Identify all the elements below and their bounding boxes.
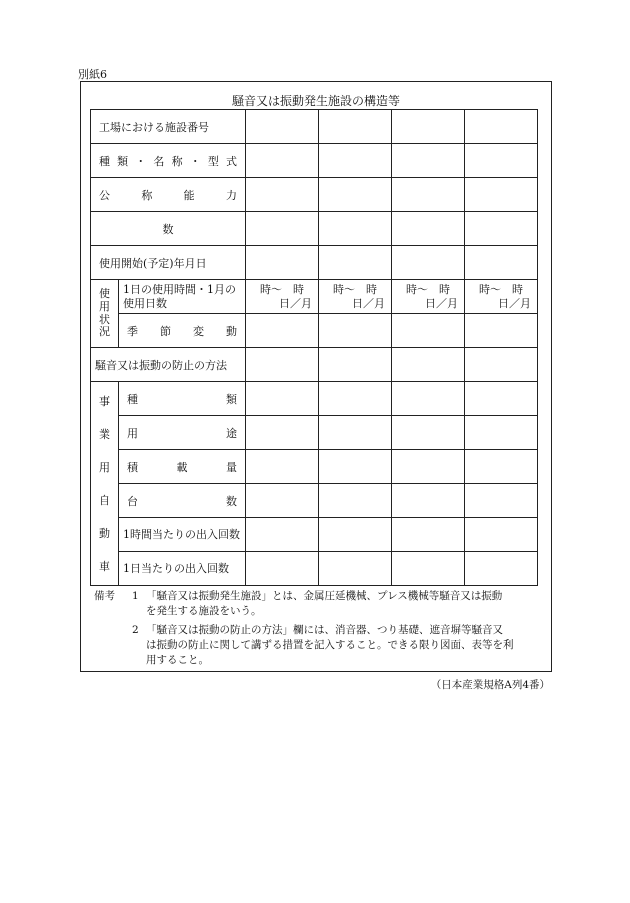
cell-input[interactable]: [392, 246, 465, 280]
note-2-line: 用すること。: [146, 654, 209, 666]
cell-input[interactable]: [319, 246, 392, 280]
row-season: [91, 314, 538, 348]
row-capacity: [91, 178, 538, 212]
row-factory-no: [91, 110, 538, 144]
cell-time-input[interactable]: 時〜 時 日／月: [392, 280, 465, 314]
cell-input[interactable]: [392, 450, 465, 484]
row-vehicle-count: [91, 484, 538, 518]
cell-input[interactable]: [465, 212, 538, 246]
label-prevention: 騒音又は振動の防止の方法: [91, 348, 246, 382]
label-type: 種 類 ・ 名 称 ・ 型 式: [91, 144, 246, 178]
cell-input[interactable]: [319, 178, 392, 212]
cell-time-input[interactable]: 時〜 時 日／月: [465, 280, 538, 314]
row-prevention: [91, 348, 538, 382]
cell-input[interactable]: [319, 382, 392, 416]
cell-input[interactable]: [246, 144, 319, 178]
note-2-number: 2: [132, 624, 139, 636]
form-title: 騒音又は振動発生施設の構造等: [231, 94, 400, 108]
cell-input[interactable]: [392, 416, 465, 450]
label-daily-usage: 1日の使用時間・1月の使用日数: [119, 280, 246, 314]
cell-input[interactable]: [465, 382, 538, 416]
note-2-line: は振動の防止に関して講ずる措置を記入すること。できる限り図面、表等を利: [146, 639, 514, 651]
cell-input[interactable]: [319, 518, 392, 552]
cell-input[interactable]: [465, 246, 538, 280]
label-vehicle-type: 種 類: [119, 382, 246, 416]
cell-input[interactable]: [319, 110, 392, 144]
label-vehicle-group: 事 業 用 自 動 車: [91, 382, 119, 586]
cell-input[interactable]: [465, 314, 538, 348]
row-vehicle-use: [91, 416, 538, 450]
cell-input[interactable]: [246, 382, 319, 416]
cell-input[interactable]: [319, 314, 392, 348]
cell-input[interactable]: [465, 518, 538, 552]
cell-input[interactable]: [319, 144, 392, 178]
cell-input[interactable]: [465, 450, 538, 484]
facility-table: [90, 109, 538, 586]
row-start-date: [91, 246, 538, 280]
cell-input[interactable]: [392, 212, 465, 246]
note-2-line: 「騒音又は振動の防止の方法」欄には、消音器、つり基礎、遮音塀等騒音又: [146, 624, 503, 636]
cell-input[interactable]: [465, 484, 538, 518]
label-count: 数: [91, 212, 246, 246]
label-season: 季 節 変 動: [119, 314, 246, 348]
row-daily-trips: [91, 552, 538, 586]
cell-input[interactable]: [392, 314, 465, 348]
row-vehicle-type: [91, 382, 538, 416]
label-capacity: 公 称 能 力: [91, 178, 246, 212]
label-factory-no: 工場における施設番号: [91, 110, 246, 144]
cell-input[interactable]: [465, 416, 538, 450]
label-daily-trips: 1日当たりの出入回数: [119, 552, 246, 586]
label-vehicle-count: 台 数: [119, 484, 246, 518]
cell-input[interactable]: [465, 110, 538, 144]
row-hourly-trips: [91, 518, 538, 552]
label-hourly-trips: 1時間当たりの出入回数: [119, 518, 246, 552]
cell-input[interactable]: [246, 518, 319, 552]
cell-input[interactable]: [246, 552, 319, 586]
row-vehicle-load: [91, 450, 538, 484]
cell-input[interactable]: [319, 552, 392, 586]
row-daily-usage: [91, 280, 538, 314]
cell-input[interactable]: [392, 518, 465, 552]
cell-input[interactable]: [392, 144, 465, 178]
cell-input[interactable]: [246, 314, 319, 348]
cell-input[interactable]: [465, 552, 538, 586]
cell-input[interactable]: [392, 484, 465, 518]
note-1-line: を発生する施設をいう。: [146, 605, 262, 617]
cell-input[interactable]: [319, 348, 392, 382]
cell-input[interactable]: [392, 178, 465, 212]
cell-input[interactable]: [465, 144, 538, 178]
cell-time-input[interactable]: 時〜 時 日／月: [246, 280, 319, 314]
row-count: [91, 212, 538, 246]
note-1-number: 1: [132, 590, 139, 602]
cell-input[interactable]: [392, 552, 465, 586]
paper-size-note: （日本産業規格A列4番）: [430, 679, 550, 691]
cell-input[interactable]: [246, 348, 319, 382]
cell-input[interactable]: [246, 246, 319, 280]
cell-input[interactable]: [319, 416, 392, 450]
cell-input[interactable]: [319, 212, 392, 246]
row-type: [91, 144, 538, 178]
label-usage-group: 使 用 状 況: [91, 280, 119, 348]
cell-input[interactable]: [246, 178, 319, 212]
cell-input[interactable]: [392, 110, 465, 144]
cell-input[interactable]: [246, 110, 319, 144]
cell-input[interactable]: [319, 484, 392, 518]
cell-input[interactable]: [246, 484, 319, 518]
cell-input[interactable]: [246, 450, 319, 484]
form-number: 別紙6: [78, 68, 107, 81]
label-vehicle-load: 積 載 量: [119, 450, 246, 484]
cell-input[interactable]: [246, 416, 319, 450]
label-vehicle-use: 用 途: [119, 416, 246, 450]
cell-input[interactable]: [392, 348, 465, 382]
cell-input[interactable]: [392, 382, 465, 416]
note-1-line: 「騒音又は振動発生施設」とは、金属圧延機械、プレス機械等騒音又は振動: [146, 590, 503, 602]
cell-input[interactable]: [465, 348, 538, 382]
cell-time-input[interactable]: 時〜 時 日／月: [319, 280, 392, 314]
notes-label: 備考: [94, 590, 115, 602]
cell-input[interactable]: [319, 450, 392, 484]
cell-input[interactable]: [246, 212, 319, 246]
label-start-date: 使用開始(予定)年月日: [91, 246, 246, 280]
cell-input[interactable]: [465, 178, 538, 212]
